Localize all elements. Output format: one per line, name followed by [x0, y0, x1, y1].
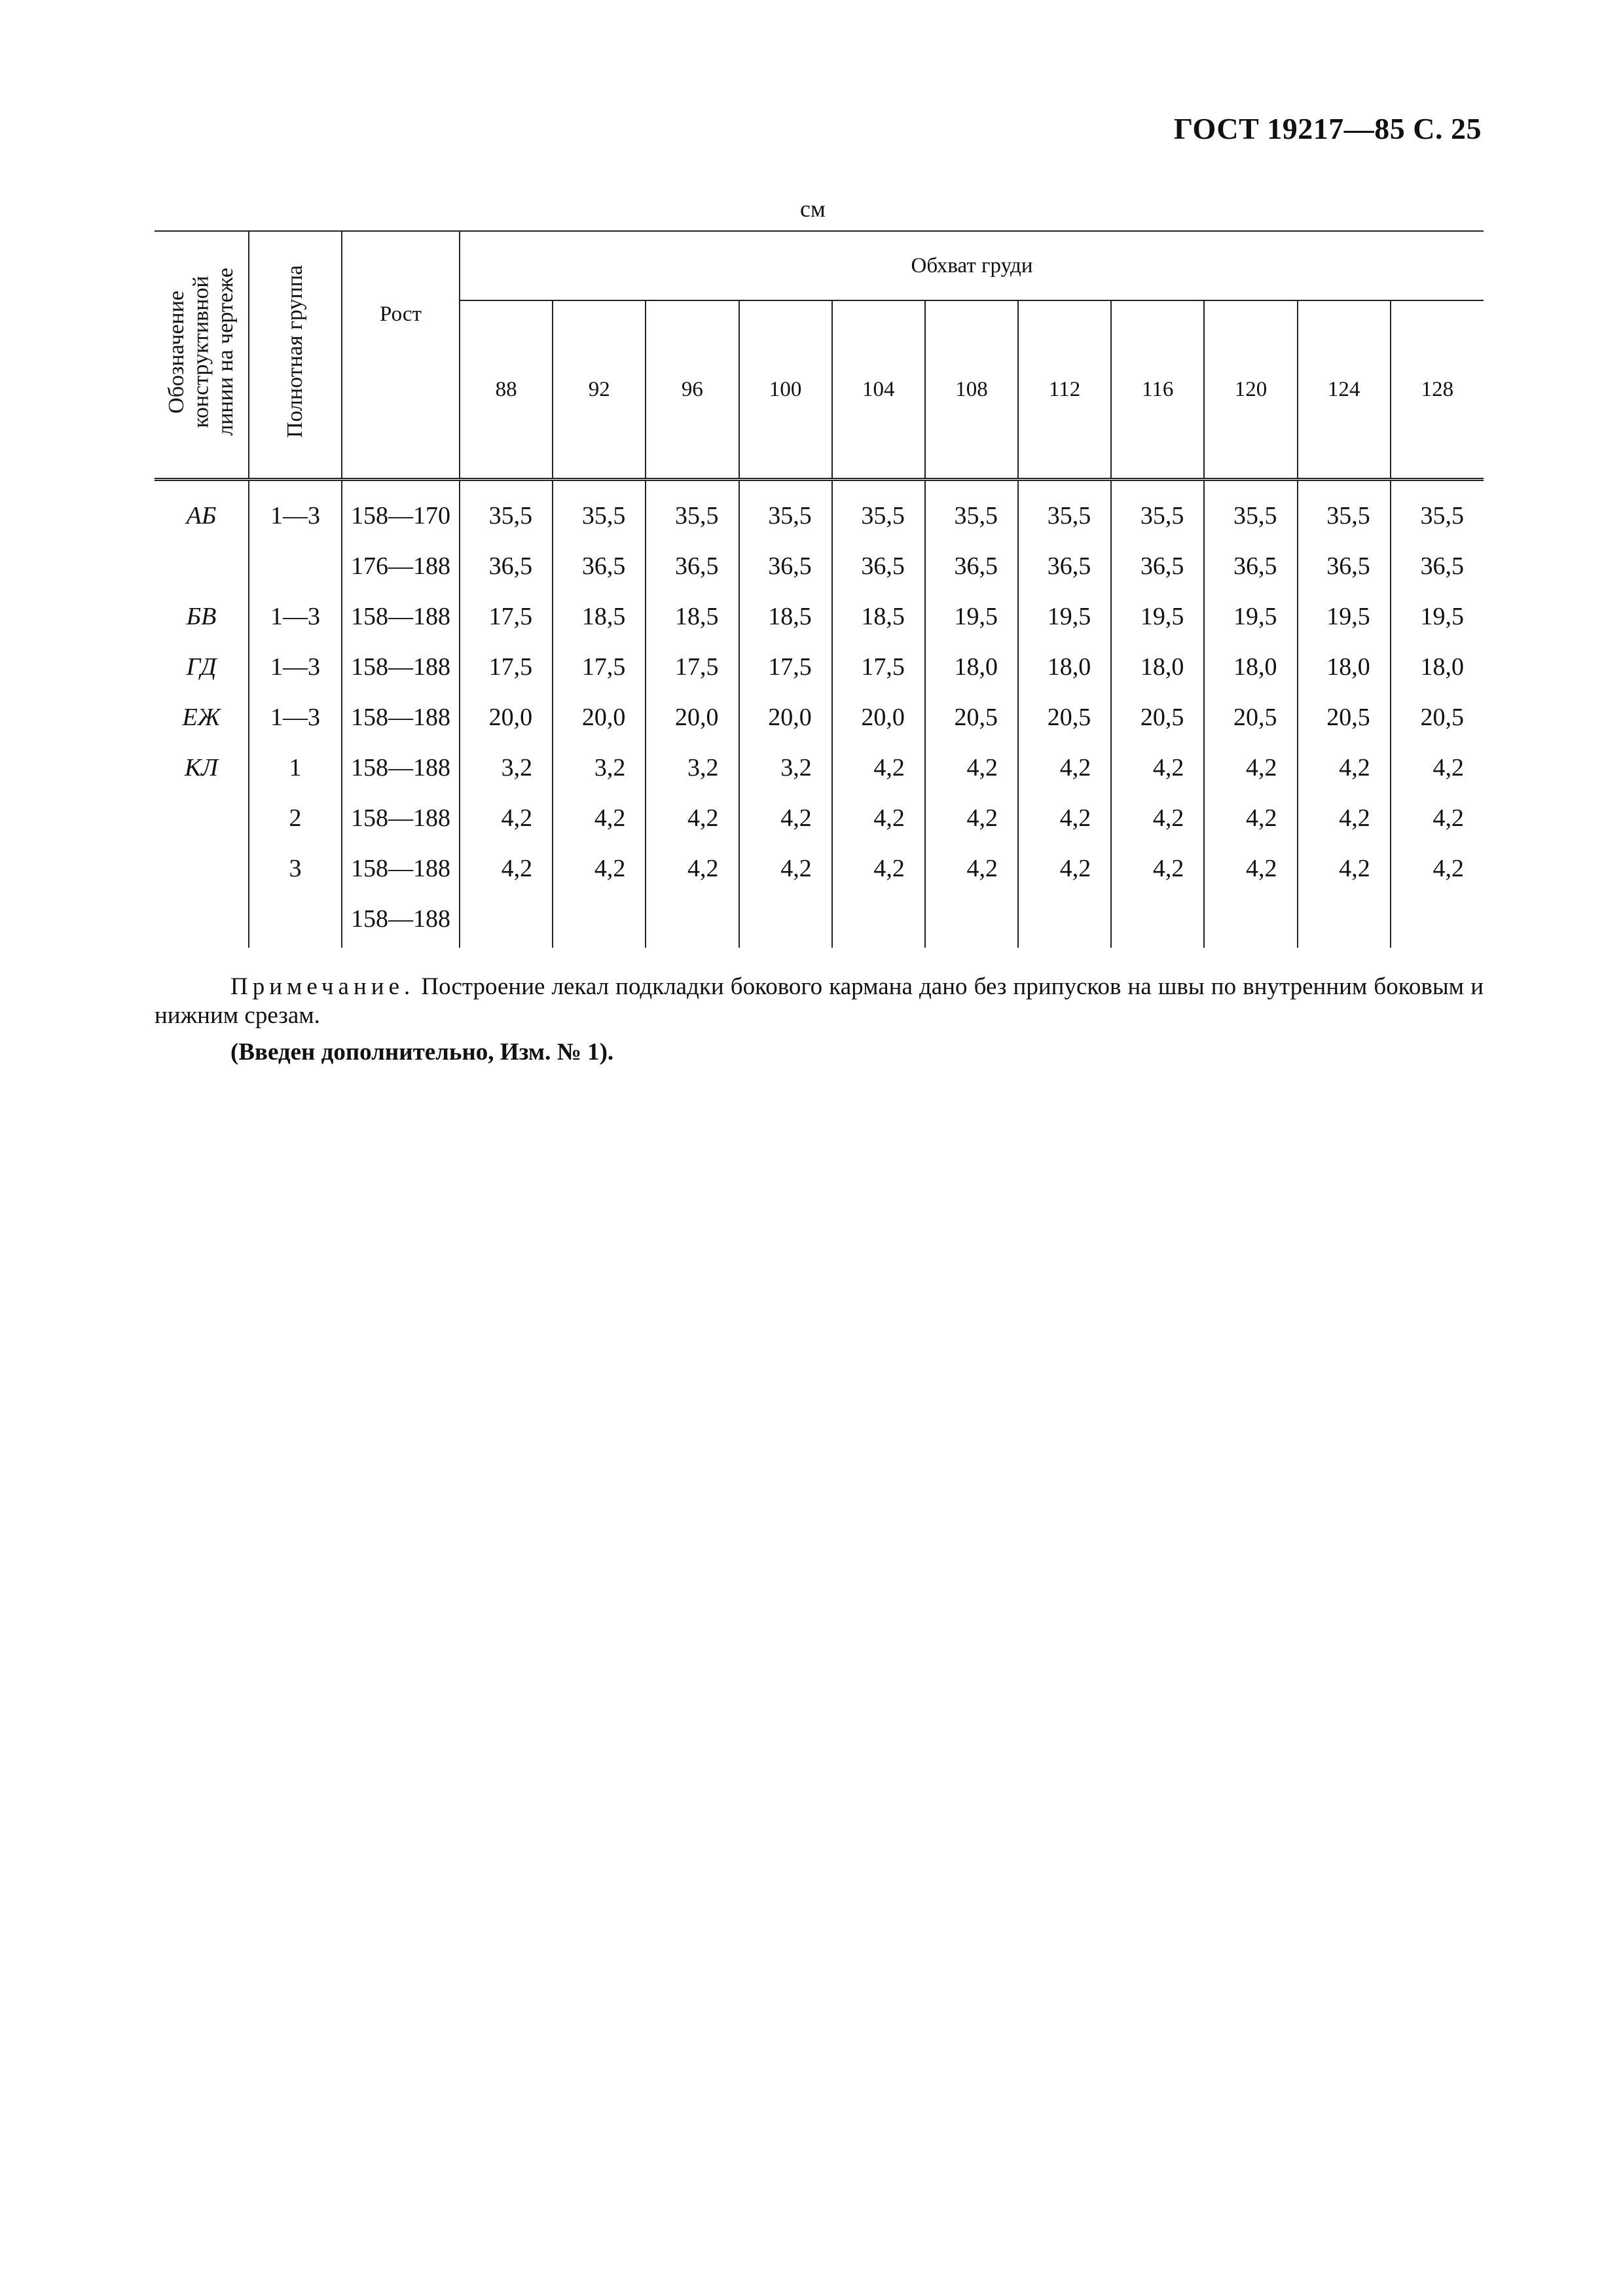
cell-value: 4,2 — [832, 843, 925, 893]
cell-value: 3,2 — [460, 742, 553, 793]
cell-value: 20,0 — [739, 692, 832, 742]
cell-value: 4,2 — [1018, 843, 1111, 893]
bust-size-header: 104 — [832, 300, 925, 480]
cell-height: 176—188 — [342, 541, 460, 591]
cell-value: 18,0 — [925, 641, 1018, 692]
cell-value: 4,2 — [1298, 843, 1391, 893]
cell-value: 20,0 — [832, 692, 925, 742]
cell-group: 1—3 — [249, 692, 342, 742]
cell-value: 20,0 — [646, 692, 739, 742]
bust-size-header: 112 — [1018, 300, 1111, 480]
cell-value: 35,5 — [1204, 480, 1297, 541]
header-designation-text: Обозначение конструктивной линии на чертеже — [164, 268, 238, 436]
cell-value: 3,2 — [646, 742, 739, 793]
header-height-text: Рост — [380, 302, 422, 326]
cell-value: 4,2 — [1391, 742, 1484, 793]
bust-size-header: 120 — [1204, 300, 1297, 480]
cell-value: 20,5 — [1204, 692, 1297, 742]
cell-value: 4,2 — [1204, 843, 1297, 893]
cell-height: 158—188 — [342, 591, 460, 641]
cell-value: 17,5 — [739, 641, 832, 692]
cell-value — [646, 893, 739, 948]
cell-value — [1391, 893, 1484, 948]
cell-value: 35,5 — [1018, 480, 1111, 541]
cell-value: 36,5 — [1018, 541, 1111, 591]
cell-value — [739, 893, 832, 948]
cell-value: 4,2 — [925, 843, 1018, 893]
cell-value: 4,2 — [553, 793, 646, 843]
cell-height: 158—170 — [342, 480, 460, 541]
cell-value: 4,2 — [1204, 793, 1297, 843]
cell-value: 18,5 — [646, 591, 739, 641]
cell-value: 35,5 — [1298, 480, 1391, 541]
cell-value: 20,5 — [1298, 692, 1391, 742]
cell-value — [832, 893, 925, 948]
cell-value: 35,5 — [832, 480, 925, 541]
cell-group: 1—3 — [249, 480, 342, 541]
note-label: Примечание. — [230, 973, 415, 1000]
cell-designation — [155, 893, 249, 948]
note-text: Построение лекал подкладки бокового кармана дано без припусков на швы по внутренним боковым и нижним срезам. — [155, 973, 1484, 1029]
cell-value: 18,0 — [1204, 641, 1297, 692]
cell-group: 3 — [249, 843, 342, 893]
cell-value: 17,5 — [832, 641, 925, 692]
header-designation — [155, 231, 249, 480]
cell-value — [553, 893, 646, 948]
cell-value: 20,0 — [553, 692, 646, 742]
cell-value: 4,2 — [1298, 793, 1391, 843]
cell-value: 4,2 — [1111, 843, 1204, 893]
units-label: см — [800, 196, 826, 222]
cell-value: 36,5 — [739, 541, 832, 591]
cell-value: 17,5 — [646, 641, 739, 692]
header-height — [342, 231, 460, 480]
cell-height: 158—188 — [342, 692, 460, 742]
cell-value: 18,0 — [1298, 641, 1391, 692]
bust-size-header: 96 — [646, 300, 739, 480]
cell-value: 19,5 — [1018, 591, 1111, 641]
cell-value — [460, 893, 553, 948]
table-row — [155, 641, 1484, 692]
cell-designation: КЛ — [155, 742, 249, 793]
header-group — [249, 231, 342, 480]
cell-group: 1—3 — [249, 641, 342, 692]
cell-designation — [155, 541, 249, 591]
cell-value: 19,5 — [1391, 591, 1484, 641]
cell-value: 20,0 — [460, 692, 553, 742]
cell-value: 35,5 — [553, 480, 646, 541]
cell-value — [925, 893, 1018, 948]
cell-value: 4,2 — [1391, 843, 1484, 893]
cell-value: 18,5 — [832, 591, 925, 641]
cell-designation: АБ — [155, 480, 249, 541]
table-row — [155, 893, 1484, 948]
cell-value: 20,5 — [1018, 692, 1111, 742]
cell-value: 35,5 — [739, 480, 832, 541]
cell-designation: ГД — [155, 641, 249, 692]
cell-value: 4,2 — [460, 793, 553, 843]
bust-size-header: 128 — [1391, 300, 1484, 480]
cell-value: 4,2 — [1018, 742, 1111, 793]
cell-value: 36,5 — [460, 541, 553, 591]
cell-value: 3,2 — [739, 742, 832, 793]
cell-value: 18,5 — [739, 591, 832, 641]
cell-designation — [155, 843, 249, 893]
table-row — [155, 692, 1484, 742]
cell-value: 20,5 — [1111, 692, 1204, 742]
cell-value: 4,2 — [553, 843, 646, 893]
cell-value: 35,5 — [646, 480, 739, 541]
cell-value: 35,5 — [1391, 480, 1484, 541]
bust-size-header: 100 — [739, 300, 832, 480]
cell-value: 19,5 — [1204, 591, 1297, 641]
note — [155, 973, 1484, 1030]
cell-value: 4,2 — [832, 742, 925, 793]
cell-value — [1298, 893, 1391, 948]
bust-size-header: 108 — [925, 300, 1018, 480]
cell-value: 18,0 — [1111, 641, 1204, 692]
cell-value: 19,5 — [1298, 591, 1391, 641]
cell-value: 4,2 — [925, 742, 1018, 793]
table-row — [155, 480, 1484, 541]
cell-value: 35,5 — [925, 480, 1018, 541]
cell-value — [1111, 893, 1204, 948]
cell-value: 35,5 — [1111, 480, 1204, 541]
cell-value: 17,5 — [460, 591, 553, 641]
table-row — [155, 541, 1484, 591]
cell-value: 36,5 — [1298, 541, 1391, 591]
cell-height: 158—188 — [342, 893, 460, 948]
cell-value: 4,2 — [646, 843, 739, 893]
cell-group — [249, 541, 342, 591]
bust-size-header: 116 — [1111, 300, 1204, 480]
cell-value: 4,2 — [739, 793, 832, 843]
cell-value: 4,2 — [739, 843, 832, 893]
cell-value: 4,2 — [925, 793, 1018, 843]
cell-value: 17,5 — [460, 641, 553, 692]
cell-group: 1—3 — [249, 591, 342, 641]
cell-value: 35,5 — [460, 480, 553, 541]
cell-group: 1 — [249, 742, 342, 793]
cell-value: 18,0 — [1018, 641, 1111, 692]
cell-value: 4,2 — [1018, 793, 1111, 843]
cell-value: 17,5 — [553, 641, 646, 692]
cell-value: 20,5 — [1391, 692, 1484, 742]
cell-value: 4,2 — [460, 843, 553, 893]
bust-size-header: 88 — [460, 300, 553, 480]
cell-value: 4,2 — [1298, 742, 1391, 793]
bust-size-header: 124 — [1298, 300, 1391, 480]
cell-value: 36,5 — [1204, 541, 1297, 591]
page-header: ГОСТ 19217—85 С. 25 — [1173, 112, 1482, 145]
table-row — [155, 591, 1484, 641]
bust-size-header: 92 — [553, 300, 646, 480]
cell-value: 18,5 — [553, 591, 646, 641]
amendment: (Введен дополнительно, Изм. № 1). — [230, 1039, 614, 1066]
cell-value — [1018, 893, 1111, 948]
cell-designation: БВ — [155, 591, 249, 641]
cell-value: 36,5 — [925, 541, 1018, 591]
cell-group: 2 — [249, 793, 342, 843]
cell-value: 36,5 — [553, 541, 646, 591]
header-bust: Обхват груди — [460, 231, 1484, 300]
cell-designation — [155, 793, 249, 843]
cell-height: 158—188 — [342, 641, 460, 692]
cell-value: 4,2 — [832, 793, 925, 843]
cell-designation: ЕЖ — [155, 692, 249, 742]
cell-value — [1204, 893, 1297, 948]
table-row — [155, 742, 1484, 793]
cell-height: 158—188 — [342, 742, 460, 793]
cell-value: 36,5 — [646, 541, 739, 591]
cell-value: 36,5 — [1391, 541, 1484, 591]
header-group-text: Полнотная группа — [283, 265, 308, 439]
cell-value: 4,2 — [1111, 793, 1204, 843]
cell-value: 4,2 — [646, 793, 739, 843]
table-row — [155, 843, 1484, 893]
cell-value: 4,2 — [1204, 742, 1297, 793]
cell-value: 20,5 — [925, 692, 1018, 742]
table-row — [155, 793, 1484, 843]
cell-value: 36,5 — [1111, 541, 1204, 591]
cell-height: 158—188 — [342, 793, 460, 843]
cell-value: 3,2 — [553, 742, 646, 793]
cell-value: 4,2 — [1391, 793, 1484, 843]
cell-height: 158—188 — [342, 843, 460, 893]
cell-value: 4,2 — [1111, 742, 1204, 793]
cell-group — [249, 893, 342, 948]
cell-value: 18,0 — [1391, 641, 1484, 692]
cell-value: 19,5 — [1111, 591, 1204, 641]
cell-value: 19,5 — [925, 591, 1018, 641]
cell-value: 36,5 — [832, 541, 925, 591]
dimensions-table — [155, 230, 1484, 948]
